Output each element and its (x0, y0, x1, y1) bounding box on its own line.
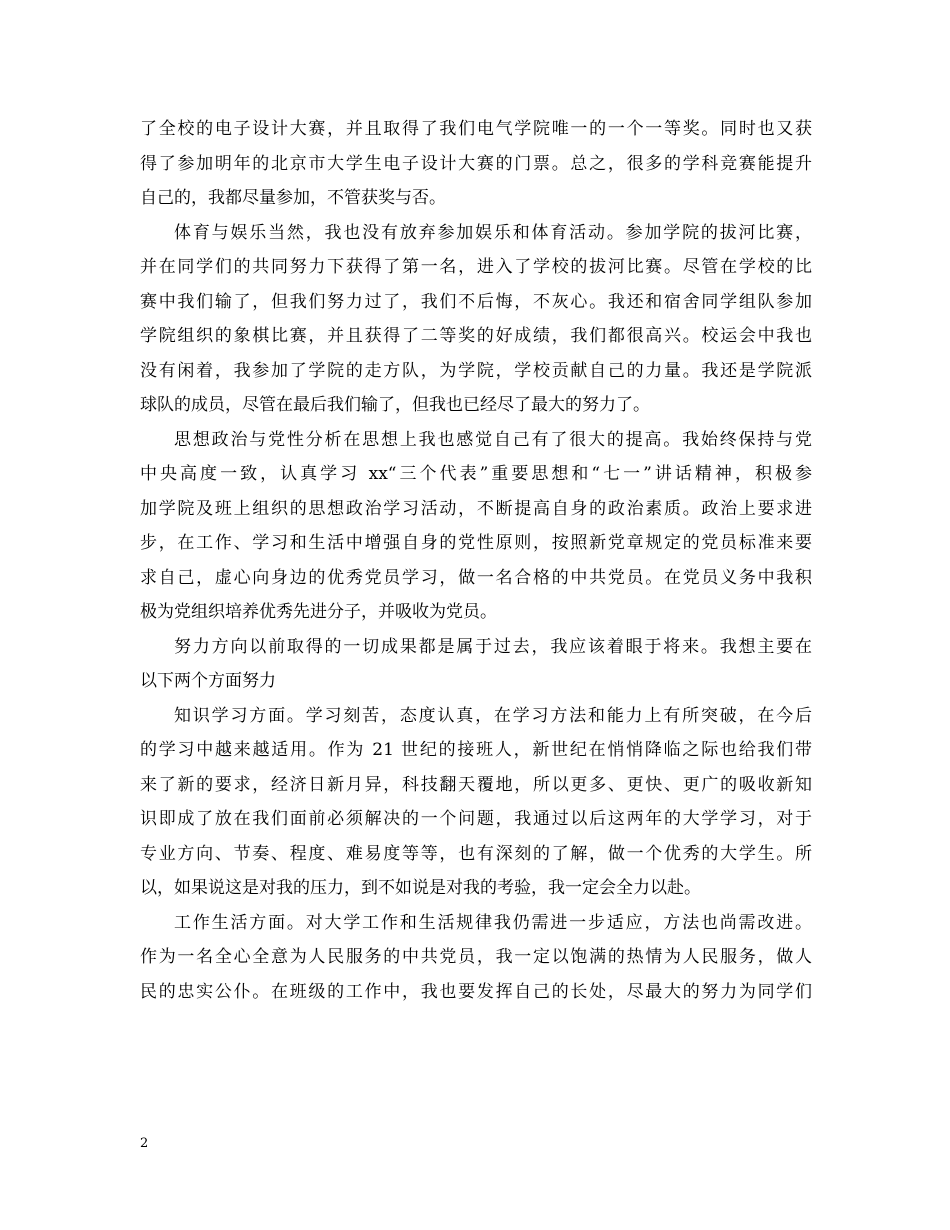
text-line: 体育与娱乐当然，我也没有放弃参加娱乐和体育活动。参加学院的拔河比赛， (174, 222, 812, 243)
text-line: 了全校的电子设计大赛，并且取得了我们电气学院唯一的一个一等奖。同时也又获 (140, 119, 812, 139)
text-line: 以，如果说这是对我的压力，到不如说是对我的考验，我一定会全力以赴。 (140, 878, 701, 898)
text-line: 努力方向以前取得的一切成果都是属于过去，我应该着眼于将来。我想主要在 (174, 636, 812, 657)
text-line: 并在同学们的共同努力下获得了第一名，进入了学校的拔河比赛。尽管在学校的比 (140, 257, 812, 277)
body-text (140, 112, 812, 1009)
text-line: 求自己，虚心向身边的优秀党员学习，做一名合格的中共党员。在党员义务中我积 (140, 567, 812, 588)
text-line: 思想政治与党性分析在思想上我也感觉自己有了很大的提高。我始终保持与党 (174, 429, 812, 450)
text-line: 作为一名全心全意为人民服务的中共党员，我一定以饱满的热情为人民服务，做人 (140, 947, 812, 967)
text-line: 学院组织的象棋比赛，并且获得了二等奖的好成绩，我们都很高兴。校运会中我也 (140, 326, 812, 346)
text-line: 加学院及班上组织的思想政治学习活动，不断提高自身的政治素质。政治上要求进 (140, 498, 812, 519)
page-number: 2 (140, 1136, 149, 1151)
text-line: 工作生活方面。对大学工作和生活规律我仍需进一步适应，方法也尚需改进。 (174, 912, 812, 933)
text-line: 的学习中越来越适用。作为 21 世纪的接班人，新世纪在悄悄降临之际也给我们带 (140, 740, 812, 760)
text-line: 球队的成员，尽管在最后我们输了，但我也已经尽了最大的努力了。 (140, 395, 650, 415)
text-line: 自己的，我都尽量参加，不管获奖与否。 (140, 188, 446, 208)
text-line: 专业方向、节奏、程度、难易度等等，也有深刻的了解，做一个优秀的大学生。所 (140, 843, 812, 864)
text-line: 以下两个方面努力 (140, 671, 276, 691)
text-line: 来了新的要求，经济日新月异，科技翻天覆地，所以更多、更快、更广的吸收新知 (140, 774, 812, 795)
text-line: 识即成了放在我们面前必须解决的一个问题，我通过以后这两年的大学学习，对于 (140, 809, 812, 829)
text-line: 知识学习方面。学习刻苦，态度认真，在学习方法和能力上有所突破，在今后 (174, 705, 812, 726)
text-line: 极为党组织培养优秀先进分子，并吸收为党员。 (140, 602, 497, 622)
text-line: 步，在工作、学习和生活中增强自身的党性原则，按照新党章规定的党员标准来要 (140, 533, 812, 553)
text-line: 没有闲着，我参加了学院的走方队，为学院，学校贡献自己的力量。我还是学院派 (140, 360, 812, 381)
text-line: 赛中我们输了，但我们努力过了，我们不后悔，不灰心。我还和宿舍同学组队参加 (140, 291, 812, 312)
text-line: 中央高度一致，认真学习 xx“三个代表”重要思想和“七一”讲话精神，积极参 (140, 464, 812, 484)
text-line: 得了参加明年的北京市大学生电子设计大赛的门票。总之，很多的学科竞赛能提升 (140, 153, 812, 174)
text-line: 民的忠实公仆。在班级的工作中，我也要发挥自己的长处，尽最大的努力为同学们 (140, 981, 812, 1002)
